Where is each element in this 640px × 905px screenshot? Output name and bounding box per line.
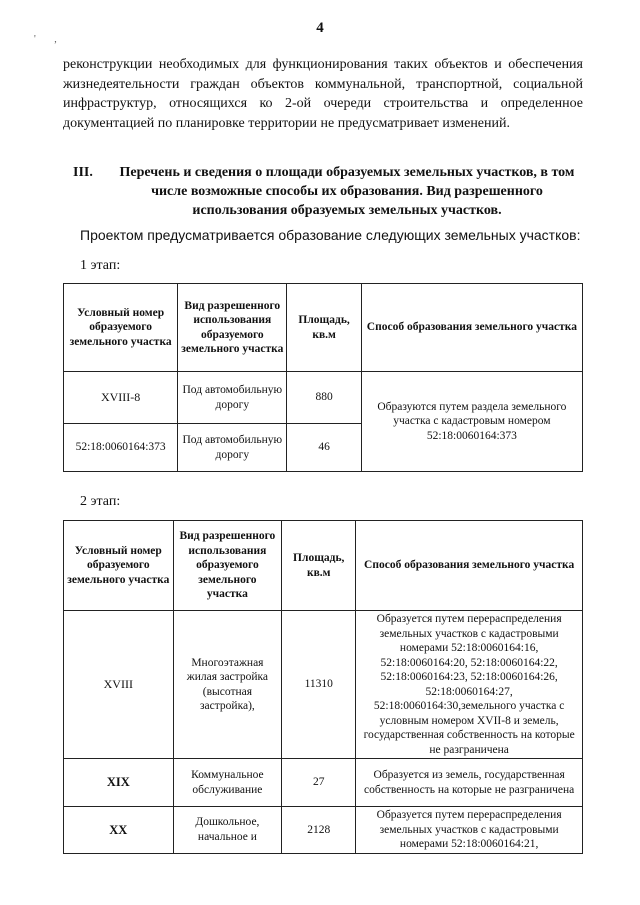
section-title: Перечень и сведения о площади образуемых земельных участков, в том числе возможные способы их образования. Вид разрешенного использования образуемых земельных участков. bbox=[119, 165, 575, 218]
cell-method: Образуется путем перераспределения земельных участков с кадастровыми номерами 52:18:0060164:21, bbox=[356, 807, 583, 854]
cell-area: 2128 bbox=[282, 807, 356, 854]
stage1-table bbox=[63, 283, 583, 472]
cell-area: 27 bbox=[282, 759, 356, 807]
cell-area: 11310 bbox=[282, 611, 356, 759]
section-heading bbox=[63, 163, 583, 220]
cell-use: Дошкольное, начальное и bbox=[173, 807, 282, 854]
intro-paragraph: реконструкции необходимых для функционирования таких объектов и обеспечения жизнедеятельности граждан объектов коммунальной, транспортной, социальной инфраструктур, относящихся ко 2-ой очереди строительства и определенное документацией по планировке территории не предусматривает изменений. bbox=[63, 57, 583, 131]
page-number: 4 bbox=[316, 20, 324, 36]
table-row bbox=[64, 807, 583, 854]
header-use: Вид разрешенного использования образуемого земельного участка bbox=[173, 521, 282, 611]
cell-use: Многоэтажная жилая застройка (высотная застройка), bbox=[173, 611, 282, 759]
header-method: Способ образования земельного участка bbox=[356, 521, 583, 611]
cell-id: XIX bbox=[64, 759, 174, 807]
stage2-table bbox=[63, 520, 583, 854]
table-row bbox=[64, 759, 583, 807]
cell-area: 880 bbox=[287, 372, 361, 424]
cell-method: Образуется из земель, государственная собственность на которые не разграничена bbox=[356, 759, 583, 807]
project-text: Проектом предусматривается образование следующих земельных участков: bbox=[80, 227, 581, 243]
stage1-label: 1 этап: bbox=[80, 258, 121, 273]
header-area: Площадь, кв.м bbox=[282, 521, 356, 611]
cell-use: Под автомобильную дорогу bbox=[178, 424, 287, 472]
section-number: III. bbox=[73, 165, 93, 180]
cell-area: 46 bbox=[287, 424, 361, 472]
table-row bbox=[64, 372, 583, 424]
cell-id: 52:18:0060164:373 bbox=[64, 424, 178, 472]
header-method: Способ образования земельного участка bbox=[361, 284, 582, 372]
cell-use: Под автомобильную дорогу bbox=[178, 372, 287, 424]
cell-id: XX bbox=[64, 807, 174, 854]
cell-use: Коммунальное обслуживание bbox=[173, 759, 282, 807]
cell-id: XVIII bbox=[64, 611, 174, 759]
header-id: Условный номер образуемого земельного участка bbox=[64, 284, 178, 372]
table-header-row bbox=[64, 284, 583, 372]
cell-method: Образуется путем перераспределения земельных участков с кадастровыми номерами 52:18:0060164:16, 52:18:0060164:20, 52:18:0060164:22, 52:18:0060164:23, 52:18:0060164:26, 52:18:0060164:27, 52:18:0060164:30,земельного участка с условным номером XVII-8 и земель, государственная собственность на которые не разграничена bbox=[356, 611, 583, 759]
header-area: Площадь, кв.м bbox=[287, 284, 361, 372]
table-header-row bbox=[64, 521, 583, 611]
header-id: Условный номер образуемого земельного участка bbox=[64, 521, 174, 611]
cell-id: XVIII-8 bbox=[64, 372, 178, 424]
stage2-label: 2 этап: bbox=[80, 494, 121, 509]
table-row bbox=[64, 611, 583, 759]
cell-method: Образуются путем раздела земельного участка с кадастровым номером 52:18:0060164:373 bbox=[361, 372, 582, 472]
header-use: Вид разрешенного использования образуемого земельного участка bbox=[178, 284, 287, 372]
scan-mark: ' , bbox=[34, 34, 65, 45]
